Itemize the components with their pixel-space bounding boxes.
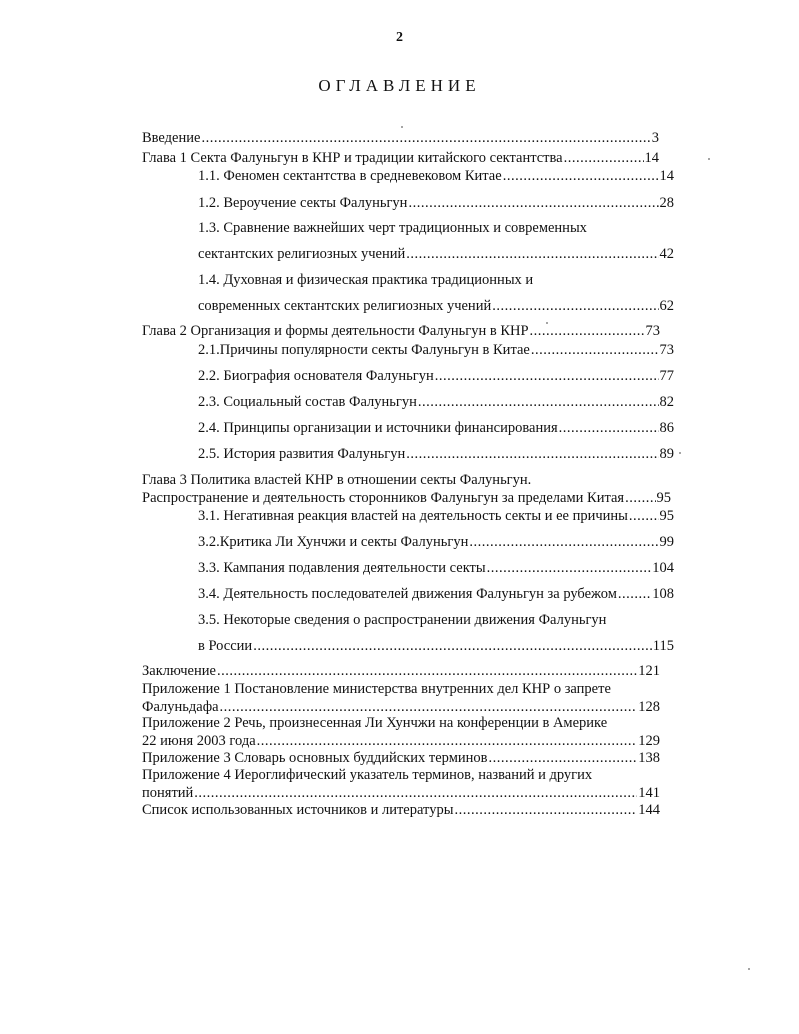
toc-entry-label: 3.4. Деятельность последователей движения Фалуньгун за рубежом [198,586,617,602]
toc-entry-page: 3 [651,130,659,146]
leader-dots [559,420,659,437]
toc-entry-page: 14 [644,150,659,166]
toc-entry-section-3-3 [198,560,674,577]
toc-entry-page: 104 [652,560,674,576]
toc-entry-page: 14 [659,168,674,184]
leader-dots [530,323,645,340]
leader-dots [454,802,637,819]
toc-entry-label: 2.2. Биография основателя Фалуньгун [198,368,434,384]
leader-dots [489,750,638,767]
toc-entry-section-2-3 [198,394,674,411]
toc-entry-page: 138 [638,750,660,766]
toc-entry-section-1-3-line-2 [198,246,674,263]
toc-entry-section-3-5-line-1 [198,612,606,629]
toc-entry-section-2-1 [198,342,674,359]
toc-entry-appendix-1-line-1 [142,681,611,698]
toc-entry-label: 2.5. История развития Фалуньгун [198,446,406,462]
toc-entry-label: 3.2.Критика Ли Хунчжи и секты Фалуньгун [198,534,469,550]
toc-entry-page: 129 [638,733,660,749]
toc-entry-label: 1.3. Сравнение важнейших черт традиционных и современных [198,220,587,236]
toc-entry-label: Приложение 2 Речь, произнесенная Ли Хунчжи на конференции в Америке [142,715,608,731]
toc-entry-page: 73 [645,323,660,339]
toc-entry-label: Глава 3 Политика властей КНР в отношении секты Фалуньгун. [142,472,532,488]
toc-entry-section-2-5 [198,446,674,463]
toc-entry-label: 2.1.Причины популярности секты Фалуньгун в Китае [198,342,530,358]
leader-dots [503,168,659,185]
toc-entry-label: Распространение и деятельность сторонников Фалуньгун за пределами Китая [142,490,625,506]
page-title: ОГЛАВЛЕНИЕ [318,76,481,95]
leader-dots [625,490,655,507]
toc-entry-section-2-2 [198,368,674,385]
toc-entry-page: 121 [638,663,660,679]
toc-entry-page: 95 [659,508,674,524]
leader-dots [492,298,658,315]
toc-entry-label: Список использованных источников и литературы [142,802,454,818]
toc-entry-label: Фалуньдафа [142,699,219,715]
toc-entry-intro [142,130,659,147]
leader-dots [629,508,659,525]
toc-entry-page: 62 [659,298,674,314]
scan-speck [546,322,548,324]
toc-entry-label: Приложение 3 Словарь основных буддийских терминов [142,750,488,766]
leader-dots [418,394,659,411]
leader-dots [435,368,659,385]
toc-entry-references [142,802,660,819]
toc-entry-page: 86 [659,420,674,436]
toc-entry-label: понятий [142,785,194,801]
leader-dots [618,586,651,603]
toc-entry-section-1-4-line-2 [198,298,674,315]
toc-entry-label: Глава 2 Организация и формы деятельности Фалуньгун в КНР [142,323,529,339]
scan-speck [401,126,403,128]
toc-entry-label: Глава 1 Секта Фалуньгун в КНР и традиции китайского сектантства [142,150,563,166]
leader-dots [201,130,650,147]
toc-entry-label: Приложение 4 Иероглифический указатель терминов, названий и других [142,767,593,783]
toc-entry-page: 95 [656,490,671,506]
toc-entry-section-3-4 [198,586,674,603]
toc-entry-page: 42 [659,246,674,262]
toc-entry-conclusion [142,663,660,680]
toc-entry-appendix-4-line-2 [142,785,660,802]
leader-dots [194,785,637,802]
toc-entry-chapter-3-line-2 [142,490,671,507]
leader-dots [257,733,638,750]
toc-entry-page: 28 [659,195,674,211]
leader-dots [531,342,659,359]
toc-entry-label: 1.1. Феномен сектантства в средневековом Китае [198,168,502,184]
toc-entry-page: 89 [659,446,674,462]
toc-entry-page: 99 [659,534,674,550]
scan-speck [708,158,710,160]
toc-entry-page: 115 [652,638,674,654]
toc-entry-chapter-3-line-1 [142,472,531,489]
toc-entry-page: 144 [638,802,660,818]
toc-entry-section-1-2 [198,195,674,212]
toc-entry-label: 1.2. Вероучение секты Фалуньгун [198,195,408,211]
toc-entry-appendix-4-line-1 [142,767,592,784]
toc-entry-section-3-2 [198,534,674,551]
toc-entry-appendix-3 [142,750,660,767]
leader-dots [487,560,652,577]
leader-dots [217,663,637,680]
toc-entry-label: Заключение [142,663,216,679]
toc-entry-label: Введение [142,130,201,146]
toc-entry-page: 128 [638,699,660,715]
toc-entry-appendix-2-line-2 [142,733,660,750]
toc-entry-section-2-4 [198,420,674,437]
page-number: 2 [396,30,403,45]
leader-dots [253,638,652,655]
toc-entry-section-1-4-line-1 [198,272,533,289]
toc-entry-label: 22 июня 2003 года [142,733,256,749]
toc-entry-label: 3.1. Негативная реакция властей на деятельность секты и ее причины [198,508,628,524]
toc-entry-label: Приложение 1 Постановление министерства внутренних дел КНР о запрете [142,681,611,697]
toc-entry-label: 2.3. Социальный состав Фалуньгун [198,394,417,410]
toc-entry-section-1-1 [198,168,674,185]
toc-entry-label: 3.5. Некоторые сведения о распространении движения Фалуньгун [198,612,607,628]
toc-entry-label: 1.4. Духовная и физическая практика традиционных и [198,272,534,288]
toc-entry-page: 82 [659,394,674,410]
toc-entry-page: 141 [638,785,660,801]
toc-entry-label: сектантских религиозных учений [198,246,406,262]
leader-dots [406,446,658,463]
leader-dots [408,195,658,212]
toc-entry-label: 2.4. Принципы организации и источники финансирования [198,420,558,436]
leader-dots [564,150,644,167]
toc-entry-page: 73 [659,342,674,358]
toc-entry-chapter-1 [142,150,659,167]
toc-entry-page: 77 [659,368,674,384]
toc-entry-label: 3.3. Кампания подавления деятельности секты [198,560,486,576]
toc-entry-appendix-2-line-1 [142,715,607,732]
toc-entry-page: 108 [652,586,674,602]
scan-speck [679,452,681,454]
toc-entry-section-1-3-line-1 [198,220,587,237]
toc-entry-section-3-1 [198,508,674,525]
toc-entry-label: современных сектантских религиозных учений [198,298,492,314]
leader-dots [220,699,638,716]
leader-dots [469,534,658,551]
toc-entry-label: в России [198,638,253,654]
toc-entry-chapter-2 [142,323,660,340]
leader-dots [406,246,658,263]
scan-speck [748,968,750,970]
toc-entry-appendix-1-line-2 [142,699,660,716]
toc-entry-section-3-5-line-2 [198,638,674,655]
